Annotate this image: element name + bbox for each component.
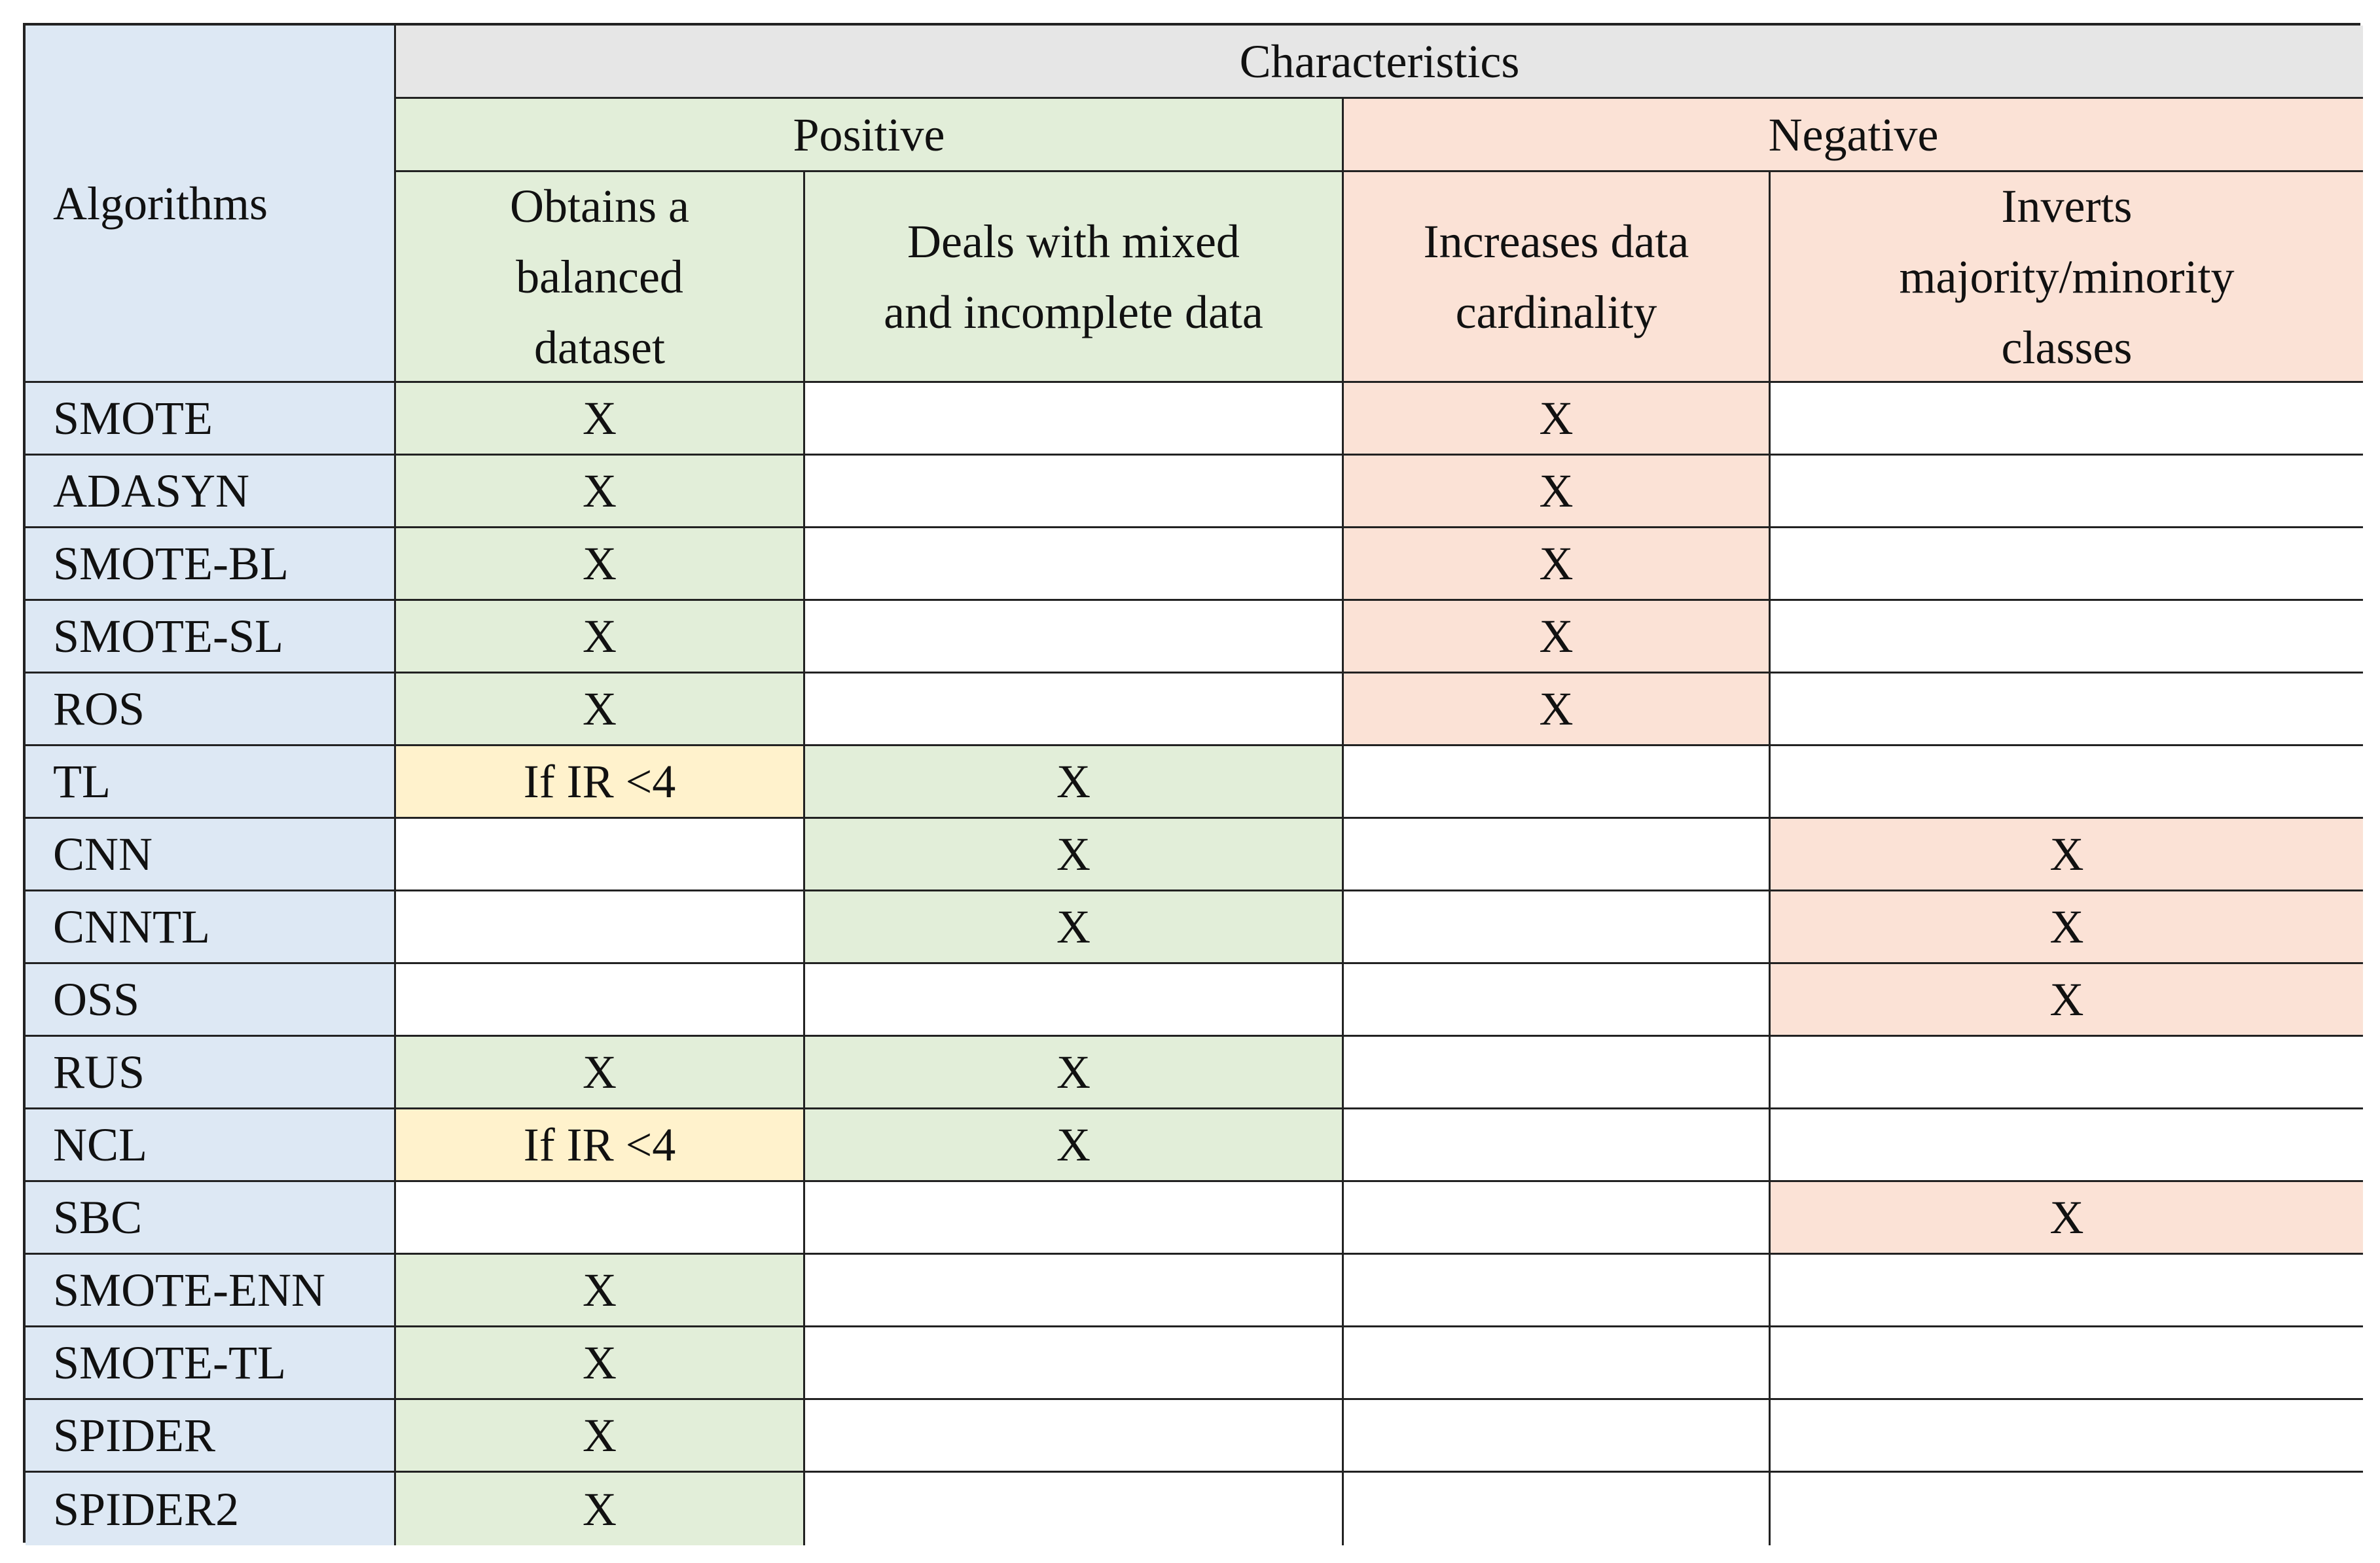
characteristics-header: Characteristics xyxy=(396,26,2363,99)
cell-mixed-incomplete-data: X xyxy=(805,891,1344,964)
cell-balanced-dataset xyxy=(396,1182,805,1255)
cell-inverts-classes xyxy=(1771,1109,2363,1182)
cell-mixed-incomplete-data xyxy=(805,1182,1344,1255)
cell-balanced-dataset: X xyxy=(396,1400,805,1473)
algorithm-name: SPIDER2 xyxy=(26,1473,396,1545)
cell-balanced-dataset xyxy=(396,964,805,1037)
cell-increases-cardinality xyxy=(1344,1182,1771,1255)
cell-inverts-classes xyxy=(1771,383,2363,456)
cell-increases-cardinality xyxy=(1344,1109,1771,1182)
characteristics-table xyxy=(23,23,2360,1543)
cell-balanced-dataset: X xyxy=(396,456,805,528)
algorithm-name: ROS xyxy=(26,674,396,746)
algorithm-name: ADASYN xyxy=(26,456,396,528)
cell-balanced-dataset: X xyxy=(396,1255,805,1327)
cell-balanced-dataset: X xyxy=(396,674,805,746)
algorithms-header: Algorithms xyxy=(26,26,396,383)
cell-mixed-incomplete-data xyxy=(805,601,1344,674)
cell-increases-cardinality xyxy=(1344,891,1771,964)
cell-inverts-classes xyxy=(1771,456,2363,528)
cell-balanced-dataset: If IR <4 xyxy=(396,1109,805,1182)
cell-balanced-dataset xyxy=(396,891,805,964)
column-header-mixed-incomplete-data: Deals with mixed and incomplete data xyxy=(805,172,1344,383)
cell-increases-cardinality xyxy=(1344,746,1771,819)
algorithm-name: SMOTE-SL xyxy=(26,601,396,674)
cell-inverts-classes xyxy=(1771,1327,2363,1400)
algorithm-name: RUS xyxy=(26,1037,396,1109)
cell-increases-cardinality: X xyxy=(1344,456,1771,528)
cell-inverts-classes xyxy=(1771,1037,2363,1109)
algorithm-name: TL xyxy=(26,746,396,819)
algorithm-name: SMOTE-BL xyxy=(26,528,396,601)
column-header-balanced-dataset: Obtains a balanced dataset xyxy=(396,172,805,383)
cell-inverts-classes: X xyxy=(1771,964,2363,1037)
cell-balanced-dataset: If IR <4 xyxy=(396,746,805,819)
algorithm-name: SMOTE-ENN xyxy=(26,1255,396,1327)
cell-increases-cardinality: X xyxy=(1344,528,1771,601)
algorithm-name: SMOTE xyxy=(26,383,396,456)
cell-increases-cardinality xyxy=(1344,1255,1771,1327)
algorithm-name: SMOTE-TL xyxy=(26,1327,396,1400)
cell-balanced-dataset: X xyxy=(396,1473,805,1545)
cell-increases-cardinality: X xyxy=(1344,383,1771,456)
cell-inverts-classes xyxy=(1771,1255,2363,1327)
cell-increases-cardinality: X xyxy=(1344,674,1771,746)
negative-header: Negative xyxy=(1344,99,2363,172)
cell-inverts-classes xyxy=(1771,1400,2363,1473)
cell-increases-cardinality xyxy=(1344,1400,1771,1473)
positive-header: Positive xyxy=(396,99,1344,172)
cell-balanced-dataset xyxy=(396,819,805,891)
cell-balanced-dataset: X xyxy=(396,1037,805,1109)
column-header-increases-cardinality: Increases data cardinality xyxy=(1344,172,1771,383)
cell-mixed-incomplete-data xyxy=(805,456,1344,528)
cell-inverts-classes: X xyxy=(1771,819,2363,891)
cell-balanced-dataset: X xyxy=(396,601,805,674)
cell-mixed-incomplete-data xyxy=(805,1255,1344,1327)
cell-inverts-classes xyxy=(1771,601,2363,674)
algorithm-name: SBC xyxy=(26,1182,396,1255)
cell-increases-cardinality xyxy=(1344,819,1771,891)
cell-mixed-incomplete-data xyxy=(805,528,1344,601)
cell-mixed-incomplete-data xyxy=(805,383,1344,456)
cell-mixed-incomplete-data xyxy=(805,1400,1344,1473)
cell-balanced-dataset: X xyxy=(396,528,805,601)
cell-inverts-classes xyxy=(1771,528,2363,601)
algorithm-name: CNNTL xyxy=(26,891,396,964)
cell-increases-cardinality xyxy=(1344,1327,1771,1400)
cell-inverts-classes: X xyxy=(1771,891,2363,964)
algorithm-name: NCL xyxy=(26,1109,396,1182)
cell-mixed-incomplete-data: X xyxy=(805,746,1344,819)
cell-inverts-classes: X xyxy=(1771,1182,2363,1255)
cell-mixed-incomplete-data: X xyxy=(805,1037,1344,1109)
column-header-inverts-classes: Inverts majority/minority classes xyxy=(1771,172,2363,383)
cell-increases-cardinality: X xyxy=(1344,601,1771,674)
cell-balanced-dataset: X xyxy=(396,383,805,456)
cell-mixed-incomplete-data xyxy=(805,1473,1344,1545)
cell-balanced-dataset: X xyxy=(396,1327,805,1400)
cell-increases-cardinality xyxy=(1344,964,1771,1037)
cell-inverts-classes xyxy=(1771,674,2363,746)
cell-mixed-incomplete-data: X xyxy=(805,819,1344,891)
cell-mixed-incomplete-data xyxy=(805,964,1344,1037)
cell-increases-cardinality xyxy=(1344,1473,1771,1545)
cell-mixed-incomplete-data xyxy=(805,674,1344,746)
algorithm-name: OSS xyxy=(26,964,396,1037)
cell-mixed-incomplete-data xyxy=(805,1327,1344,1400)
cell-inverts-classes xyxy=(1771,1473,2363,1545)
algorithm-name: CNN xyxy=(26,819,396,891)
cell-mixed-incomplete-data: X xyxy=(805,1109,1344,1182)
cell-inverts-classes xyxy=(1771,746,2363,819)
cell-increases-cardinality xyxy=(1344,1037,1771,1109)
algorithm-name: SPIDER xyxy=(26,1400,396,1473)
